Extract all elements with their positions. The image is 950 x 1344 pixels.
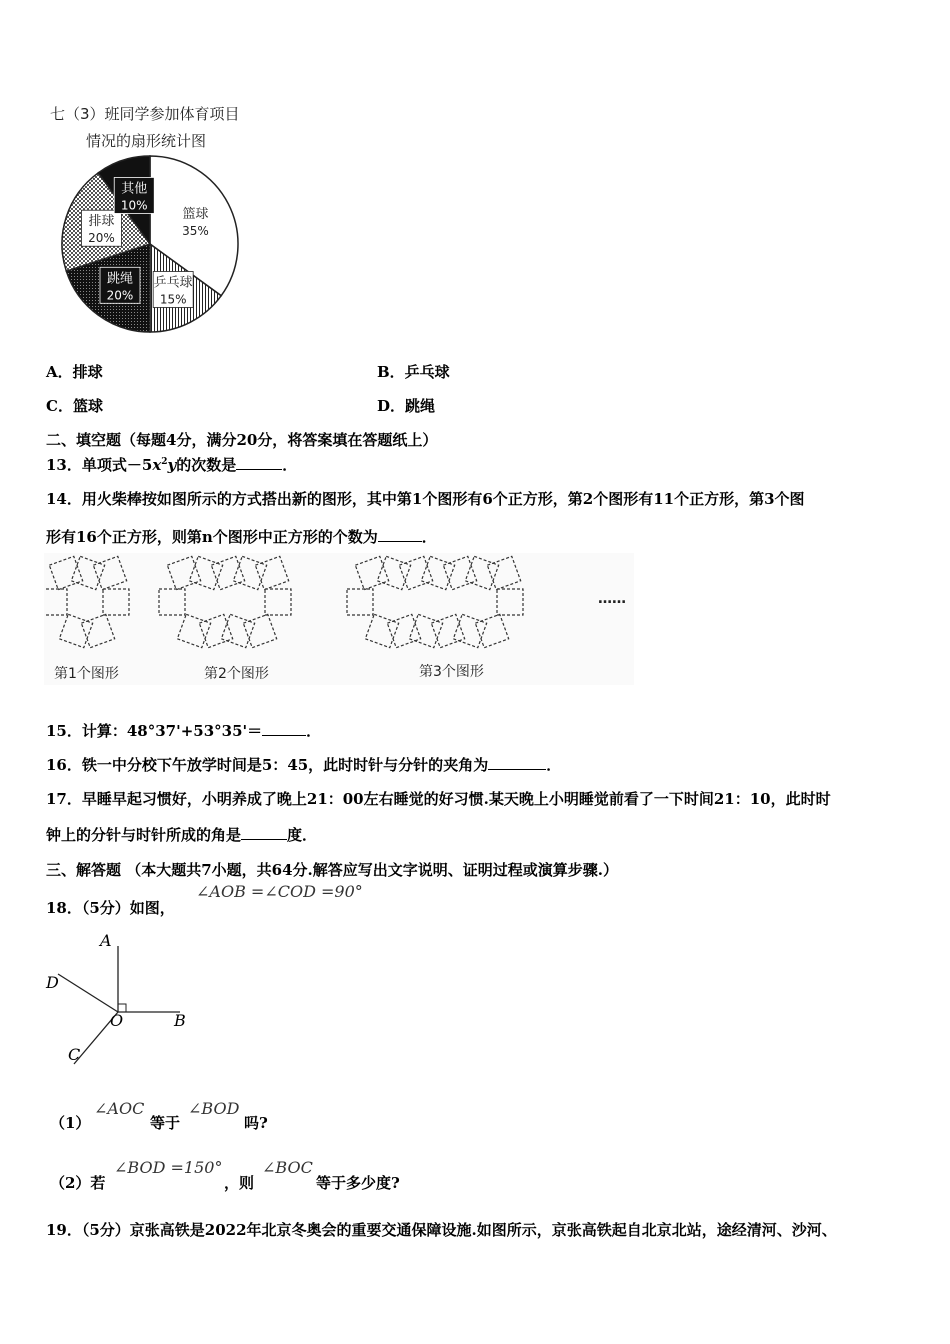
q18-sub1-end: 吗? <box>244 1114 268 1132</box>
q18-sub2-end: 等于多少度? <box>316 1174 400 1192</box>
pie-label-3: 排球 <box>88 214 115 230</box>
fig1-caption: 第1个图形 <box>54 666 119 682</box>
q13-suffix: 的次数是 <box>176 456 237 474</box>
matchstick-square <box>431 614 464 647</box>
matchstick-square <box>189 556 222 589</box>
question-16 <box>46 754 561 775</box>
pie-value-label-2: 20% <box>106 288 134 303</box>
matchstick-square <box>233 556 266 589</box>
matchstick-square <box>243 614 276 647</box>
q17-end: 度． <box>287 826 318 844</box>
matchstick-square <box>59 614 92 647</box>
matchstick-square <box>377 556 410 589</box>
fig2-caption: 第2个图形 <box>204 666 269 682</box>
matchstick-square <box>211 556 244 589</box>
label-d: D <box>46 973 59 992</box>
pie-label-0: 篮球 <box>182 206 209 222</box>
matchstick-square <box>355 556 388 589</box>
q14-line2-text: 形有16个正方形，则第n个图形中正方形的个数为 <box>46 528 378 546</box>
matchstick-square <box>199 614 232 647</box>
q13-exp: 2 <box>161 457 168 467</box>
question-15 <box>46 720 321 741</box>
q14-end: ． <box>421 528 437 546</box>
matchstick-square <box>49 556 82 589</box>
q13-blank[interactable] <box>236 455 282 470</box>
pie-label-1: 乒乓球 <box>153 275 193 291</box>
q16-text: 16．铁一中分校下午放学时间是5：45，此时时针与分针的夹角为 <box>46 756 489 774</box>
q13-var-y: y <box>167 456 177 474</box>
q18-sub2-num: （2）若 <box>50 1174 106 1192</box>
section-3-heading: 三、解答题 （本大题共7小题，共64分.解答应写出文字说明、证明过程或演算步骤.） <box>46 861 618 879</box>
matchstick-square <box>221 614 254 647</box>
q18-sub2-mid: ，则 <box>224 1174 255 1192</box>
question-19: 19．（5分）京张高铁是2022年北京冬奥会的重要交通保障设施.如图所示，京张高铁起自北京北站，途经清河、沙河、 <box>46 1221 837 1239</box>
pie-title-line1: 七（3）班同学参加体育项目 <box>50 105 240 123</box>
q16-end: ． <box>546 756 562 774</box>
angle-diagram <box>40 930 200 1070</box>
matchstick-square <box>365 614 398 647</box>
label-o: O <box>110 1011 124 1030</box>
matchstick-square <box>159 589 185 615</box>
q17-blank[interactable] <box>241 825 287 840</box>
matchstick-square <box>93 556 126 589</box>
question-14-line2 <box>46 526 437 547</box>
question-17-line2 <box>46 824 317 845</box>
matchstick-square <box>81 614 114 647</box>
matchstick-square <box>103 589 129 615</box>
section-2-heading: 二、填空题（每题4分，满分20分，将答案填在答题纸上） <box>46 431 438 449</box>
q13-var-x: x <box>152 456 162 474</box>
question-17-line1: 17．早睡早起习惯好，小明养成了晚上21：00左右睡觉的好习惯.某天晚上小明睡觉前看了一下时间21：10，此时时 <box>46 790 831 808</box>
matchstick-square <box>44 589 67 615</box>
pie-chart <box>55 152 255 342</box>
q18-sub1-num: （1） <box>50 1114 91 1132</box>
matchstick-figure <box>44 553 634 685</box>
pie-label-4: 其他 <box>121 181 148 197</box>
q18-sub1-f1: ∠AOC <box>94 1099 145 1118</box>
question-14-line1: 14．用火柴棒按如图所示的方式搭出新的图形，其中第1个图形有6个正方形，第2个图形有11个正方形，第3个图 <box>46 490 805 508</box>
matchstick-square <box>487 556 520 589</box>
q15-text: 15．计算：48°37'+53°35'＝ <box>46 722 263 740</box>
label-b: B <box>174 1011 186 1030</box>
fig3-caption: 第3个图形 <box>419 664 484 680</box>
label-a: A <box>100 931 112 950</box>
option-a: A．排球 <box>46 363 103 381</box>
q18-sub2-f2: ∠BOC <box>262 1158 313 1177</box>
matchstick-square <box>265 589 291 615</box>
matchstick-square <box>443 556 476 589</box>
option-c: C．篮球 <box>46 397 103 415</box>
q15-blank[interactable] <box>262 721 306 736</box>
matchstick-square <box>465 556 498 589</box>
q16-blank[interactable] <box>488 755 546 770</box>
q13-prefix: 13．单项式－5 <box>46 456 153 474</box>
question-13 <box>46 454 297 475</box>
label-c: C <box>68 1045 81 1064</box>
pie-value-label-3: 20% <box>88 231 115 246</box>
matchstick-drawing <box>44 553 634 685</box>
q18-formula: ∠AOB =∠COD =90° <box>196 882 363 901</box>
matchstick-square <box>399 556 432 589</box>
matchstick-square <box>167 556 200 589</box>
q15-end: ． <box>306 722 322 740</box>
matchstick-square <box>347 589 373 615</box>
option-b: B．乒乓球 <box>377 363 450 381</box>
matchstick-square <box>409 614 442 647</box>
pie-label-2: 跳绳 <box>106 271 134 287</box>
matchstick-square <box>421 556 454 589</box>
pie-value-label-4: 10% <box>120 198 148 213</box>
matchstick-square <box>497 589 523 615</box>
q13-end: ． <box>282 456 298 474</box>
continuation-dots: …… <box>598 591 626 607</box>
pie-value-label-0: 35% <box>182 223 209 238</box>
matchstick-square <box>475 614 508 647</box>
pie-title-line2: 情况的扇形统计图 <box>86 132 207 150</box>
q18-sub1-f2: ∠BOD <box>188 1099 240 1118</box>
q17-line2-text: 钟上的分针与时针所成的角是 <box>46 826 242 844</box>
matchstick-square <box>255 556 288 589</box>
question-18: 18．（5分）如图， <box>46 899 175 917</box>
q14-blank[interactable] <box>378 527 422 542</box>
matchstick-square <box>71 556 104 589</box>
matchstick-square <box>453 614 486 647</box>
pie-value-label-1: 15% <box>159 292 187 307</box>
matchstick-square <box>387 614 420 647</box>
q18-sub1-mid: 等于 <box>150 1114 181 1132</box>
matchstick-square <box>177 614 210 647</box>
option-d: D．跳绳 <box>377 397 436 415</box>
q18-sub2-f1: ∠BOD =150° <box>114 1158 223 1177</box>
